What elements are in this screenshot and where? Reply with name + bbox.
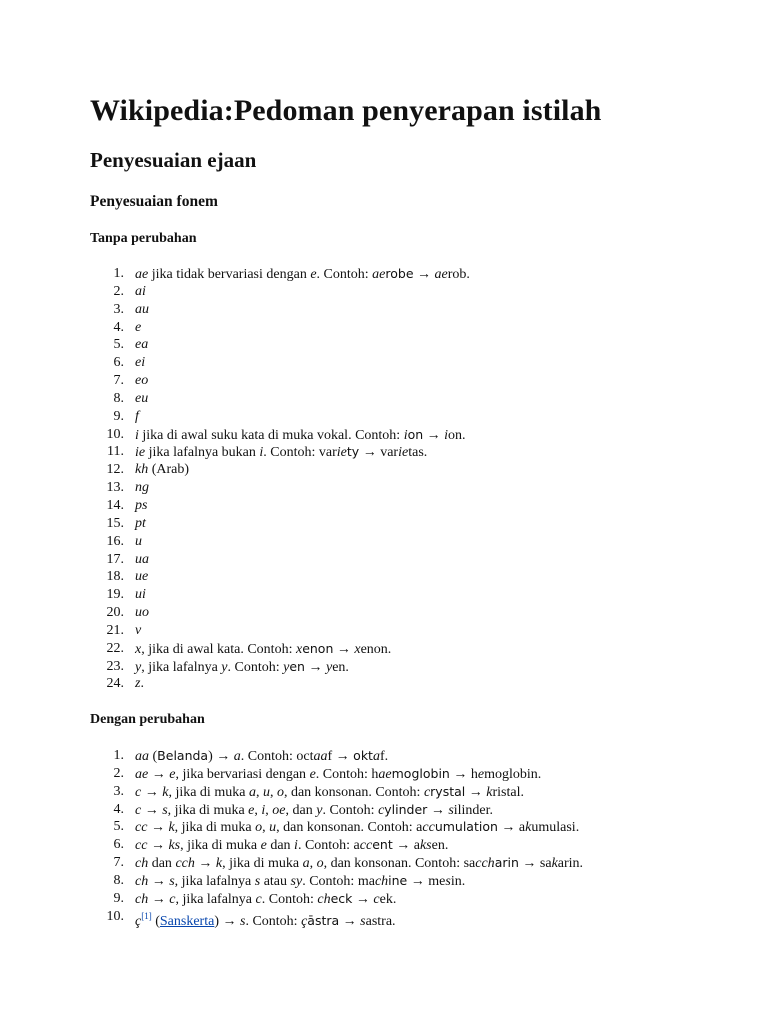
list-item-text: , jika lafalnya <box>175 891 256 907</box>
list-item-text: s <box>360 913 366 929</box>
list-item-text: cch <box>175 856 195 872</box>
list-item-text: dan <box>148 856 176 872</box>
list-item-text: y <box>316 802 323 818</box>
list-item-text: . Contoh: <box>322 802 379 818</box>
list-item-text: ylinder <box>384 801 428 817</box>
list-item-text: astra. <box>365 913 396 929</box>
list-item-text: k <box>551 856 558 872</box>
list-item-text: (Arab) <box>148 462 190 478</box>
list-item <box>90 319 470 337</box>
list-item <box>90 908 583 929</box>
list-item-number: 14. <box>106 497 124 513</box>
list-item-text: k <box>168 820 175 836</box>
list-item-text: . Contoh: ma <box>302 873 375 889</box>
list-item-text: e <box>169 766 176 782</box>
list-item-text: , jika di muka <box>167 802 249 818</box>
list-item-text: → sa <box>518 856 552 872</box>
list-item-text: ue <box>135 569 149 585</box>
list-item-text: f <box>135 408 139 424</box>
list-item-text: in. <box>450 873 466 889</box>
list-item-text: a <box>302 856 310 872</box>
list-item-number: 13. <box>106 480 124 496</box>
list-item-text: x <box>354 641 361 657</box>
list-item-text: okt <box>353 748 373 763</box>
list-item-text: i <box>261 802 266 818</box>
list-item-text: → var <box>359 445 399 461</box>
list-item-number: 19. <box>106 587 124 603</box>
list-item-text: , <box>309 856 317 872</box>
list-item <box>90 658 470 676</box>
list-item <box>90 818 583 836</box>
list-item-text: → <box>413 267 435 282</box>
list-item-text: x <box>135 641 142 657</box>
list-item-text: ie <box>336 445 347 461</box>
list-item-text: ent <box>372 837 393 853</box>
list-item <box>90 390 470 408</box>
list-item-text: . Contoh: oct <box>240 749 314 764</box>
list-item-text: au <box>135 301 149 317</box>
list-item-text: pt <box>135 515 146 531</box>
list-item-text: cch <box>475 856 495 872</box>
list-item-text: s <box>445 873 451 889</box>
list-item-text: . Contoh: var <box>263 445 337 461</box>
list-item <box>90 854 583 872</box>
list-item-text: i <box>259 445 264 461</box>
list-item-text: → <box>141 784 163 800</box>
list-item-text: eu <box>135 390 149 406</box>
list-item-number: 1. <box>113 266 124 281</box>
list-item <box>90 443 470 461</box>
list-item-text: en <box>289 658 305 674</box>
list-item-text: c <box>135 802 142 818</box>
list-item-text: ch <box>135 891 149 907</box>
list-item-text: y <box>325 659 333 675</box>
list-item-number: 9. <box>113 408 124 424</box>
list-item-text: ek. <box>379 891 397 907</box>
list-item-text: arin <box>494 855 519 871</box>
list-item-text: ch <box>317 891 331 907</box>
list-item-number: 5. <box>113 819 124 835</box>
list-item-text: k <box>486 784 493 800</box>
list-item-text: umulation <box>434 819 498 835</box>
list-item-text: e <box>135 319 142 335</box>
list-item-text: → <box>148 766 170 782</box>
list-item-text: ei <box>135 355 146 371</box>
list-item-number: 10. <box>106 908 124 924</box>
list-item-text: ks <box>168 838 181 854</box>
list-item-text: en. <box>431 838 449 854</box>
list-item-text: u <box>269 820 277 836</box>
list-item <box>90 515 470 533</box>
list-item-number: 10. <box>106 426 124 442</box>
list-item-text: , jika di muka <box>168 784 249 800</box>
list-item-text: k <box>162 784 169 800</box>
list-item-text: tas. <box>408 445 428 461</box>
list-item-text: jika lafalnya bukan <box>145 445 260 461</box>
list-item-text: ilinder. <box>453 802 494 818</box>
list-item-text: ks <box>419 838 432 854</box>
list-item-text: y <box>221 659 228 675</box>
list-item-text: → <box>147 838 169 854</box>
list-item-text: , jika bervariasi dengan <box>175 766 310 782</box>
list-item-text: en. <box>332 659 349 675</box>
list-item-number: 23. <box>106 658 124 674</box>
list-item-text: → <box>332 749 354 764</box>
list-item-number: 12. <box>106 462 124 478</box>
list-item-text: c <box>135 784 142 800</box>
list-item-number: 3. <box>113 301 124 317</box>
list-item <box>90 497 470 515</box>
list-item-text: ae <box>135 267 149 282</box>
list-item-text: , dan <box>285 802 317 818</box>
list-item-number: 20. <box>106 605 124 621</box>
list-item <box>90 479 470 497</box>
list-item-text: rob. <box>447 267 470 282</box>
list-item-text: aa <box>135 749 149 764</box>
list-item-text: ie <box>398 445 409 461</box>
list-item-text: āstra <box>307 912 340 928</box>
list-item-number: 8. <box>113 872 124 888</box>
list-item-text: s <box>448 802 454 818</box>
list-item-text: . Contoh: h <box>315 766 379 782</box>
list-item-text: → a <box>392 838 420 854</box>
list-item-text: . Contoh: <box>261 891 318 907</box>
list-item <box>90 622 470 640</box>
list-item-text: s <box>169 873 175 889</box>
list-item <box>90 783 583 801</box>
list-item-text: umulasi. <box>531 820 580 836</box>
list-item-text: e <box>309 766 316 782</box>
list-item-text: → <box>304 659 326 675</box>
list-item-text: → <box>194 856 216 872</box>
list-item-number: 4. <box>113 801 124 817</box>
list-item-number: 2. <box>113 765 124 781</box>
list-item <box>90 283 470 301</box>
list-item-text: f <box>327 749 333 764</box>
list-item-text: , jika di muka <box>180 838 261 854</box>
list-item-number: 7. <box>113 373 124 389</box>
list-item-text: uo <box>135 605 149 621</box>
list-item <box>90 747 583 765</box>
list-item-text: ine <box>388 872 408 888</box>
list-item-text: cc <box>422 820 435 836</box>
list-item-text: s <box>254 873 261 889</box>
list-item-text: i <box>294 838 298 854</box>
list-item-text: aa <box>313 749 328 764</box>
list-item-text: dan <box>266 838 295 854</box>
list-item-text: → a <box>497 820 526 836</box>
list-item-text: enon. <box>360 641 392 657</box>
list-item-text: on. <box>448 427 466 443</box>
list-item-text: ua <box>135 551 149 567</box>
list-item <box>90 640 470 658</box>
list-item <box>90 408 470 426</box>
list-item-text: e <box>260 838 267 854</box>
list-item-number: 2. <box>113 283 124 299</box>
list-item-text: ui <box>135 587 146 603</box>
list-item-text: ae <box>372 267 386 282</box>
list-item-text: c <box>423 784 431 800</box>
list-item-text: z <box>135 676 141 692</box>
list-item-text: a <box>248 784 256 800</box>
list-item-text: u <box>135 533 142 549</box>
list-item-number: 6. <box>113 355 124 371</box>
list-item-text: e <box>310 267 317 282</box>
list-item-text: , jika di muka <box>222 856 303 872</box>
list-item-text: ( <box>151 913 160 929</box>
list-item <box>90 426 470 444</box>
list-item-number: 5. <box>113 337 124 353</box>
list-item-text: ty <box>346 444 360 460</box>
list-item-text: jika tidak bervariasi dengan <box>148 267 311 282</box>
list-item-text: k <box>215 856 223 872</box>
list-item-number: 18. <box>106 569 124 585</box>
list-item <box>90 301 470 319</box>
list-item-text: , jika lafalnya <box>174 873 255 889</box>
list-item-text: , jika di muka <box>174 820 256 836</box>
list-item-text: → <box>465 784 487 800</box>
list-item-text: ( <box>149 749 158 764</box>
list-item-text: , <box>269 784 277 800</box>
list-item-text: c <box>169 891 176 907</box>
list-heading-unchanged: Tanpa perubahan <box>90 231 197 246</box>
list-item-text: oe <box>272 802 286 818</box>
list-item-text: → <box>141 802 163 818</box>
list-item-text: ae <box>135 766 149 782</box>
list-item-text: , jika lafalnya <box>141 659 222 675</box>
list-item-text: , dan konsonan. Contoh: sa <box>323 856 476 872</box>
list-item <box>90 533 470 551</box>
list-item-text: cc <box>359 838 373 854</box>
list-item-text: → h <box>449 766 478 782</box>
list-item-text: → <box>333 641 355 657</box>
list-item-text: i <box>135 427 139 443</box>
list-item-text: v <box>135 622 142 638</box>
list-item-number: 24. <box>106 676 124 692</box>
ordered-list-changed <box>90 747 584 929</box>
list-item-text: e <box>248 802 255 818</box>
list-item-text: → <box>147 820 169 836</box>
list-item-text: moglobin. <box>484 766 542 782</box>
list-item-text: arin. <box>557 856 584 872</box>
ordered-list-unchanged <box>90 265 470 693</box>
list-item-text: s <box>162 802 168 818</box>
list-item-text: . Contoh: <box>316 267 373 282</box>
list-item <box>90 604 470 622</box>
list-item-text: y <box>135 659 142 675</box>
list-item-text: cc <box>135 820 148 836</box>
list-item-text: cc <box>135 838 148 854</box>
list-item-text: , <box>254 802 262 818</box>
subsection-heading: Penyesuaian fonem <box>90 193 218 210</box>
list-item-text: jika di awal suku kata di muka vokal. Contoh: <box>138 427 404 443</box>
list-item-number: 9. <box>113 890 124 906</box>
list-item <box>90 265 470 283</box>
list-item-text: o <box>255 820 263 836</box>
list-item-text: → <box>352 891 374 907</box>
list-item-text: . <box>140 676 144 692</box>
list-item-text: , dan konsonan. Contoh: a <box>276 820 423 836</box>
list-item-text: s <box>240 913 246 929</box>
list-item-text: a <box>233 749 241 764</box>
list-item-number: 4. <box>113 319 124 335</box>
list-item-number: 1. <box>113 748 124 763</box>
list-item <box>90 568 470 586</box>
list-item-text: , dan konsonan. Contoh: <box>283 784 424 800</box>
list-item-text: ng <box>135 480 149 496</box>
list-item-text: ps <box>135 497 148 513</box>
list-item-text: moglobin <box>391 765 450 781</box>
page-title: Wikipedia:Pedoman penyerapan istilah <box>90 94 602 127</box>
list-item-number: 8. <box>113 390 124 406</box>
list-item-text: a <box>372 749 380 764</box>
list-item-text: ç <box>135 913 142 929</box>
list-item-text: → <box>148 873 170 889</box>
list-item-text: eck <box>330 890 353 906</box>
list-item-number: 17. <box>106 551 124 567</box>
list-item-number: 16. <box>106 533 124 549</box>
list-item <box>90 836 583 854</box>
list-item-number: 3. <box>113 783 124 799</box>
list-item-text: i <box>444 427 449 443</box>
list-item <box>90 586 470 604</box>
list-item-number: 11. <box>107 444 124 460</box>
list-item <box>90 765 583 783</box>
list-item-text: x <box>295 641 303 657</box>
list-item-text: eo <box>135 373 149 389</box>
list-item-text: , <box>255 784 263 800</box>
list-item-text: ch <box>135 856 149 872</box>
list-item-text: → <box>427 802 449 818</box>
list-item-text: Belanda <box>157 748 209 763</box>
list-item <box>90 354 470 372</box>
list-item-text: kh <box>135 462 149 478</box>
list-item-number: 22. <box>106 640 124 656</box>
list-item <box>90 801 583 819</box>
list-item-number: 6. <box>113 837 124 853</box>
list-item-text: ristal. <box>492 784 524 800</box>
section-heading: Penyesuaian ejaan <box>90 148 257 172</box>
list-item-text: ç <box>301 913 308 929</box>
list-item-text: i <box>403 427 408 443</box>
list-item-text: c <box>255 891 262 907</box>
list-item-text: ae <box>434 267 448 282</box>
list-item-text: , jika di awal kata. Contoh: <box>141 641 296 657</box>
list-item-text: . Contoh: <box>227 659 284 675</box>
list-item <box>90 675 470 693</box>
list-item-text: → <box>148 891 170 907</box>
list-item-text: ie <box>135 445 146 461</box>
list-item-text: , <box>265 802 273 818</box>
list-item-text: rystal <box>430 783 466 799</box>
list-item-text: robe <box>385 266 414 281</box>
list-item-text: . Contoh: a <box>297 838 360 854</box>
list-item-text: ) → <box>214 913 240 929</box>
list-item-text: ) → <box>208 749 234 764</box>
list-item-text: c <box>378 802 385 818</box>
list-item-number: 7. <box>113 855 124 871</box>
list-item <box>90 461 470 479</box>
footnote-reference-link[interactable]: [1] <box>141 910 152 921</box>
list-item-text: y <box>283 659 290 675</box>
list-item-text: ea <box>135 337 149 353</box>
list-item <box>90 890 583 908</box>
list-item-number: 15. <box>106 515 124 531</box>
list-item-text: c <box>373 891 380 907</box>
list-item-text: → me <box>407 873 446 889</box>
list-item-text: → <box>423 427 445 443</box>
list-item <box>90 872 583 890</box>
list-item-text: → <box>339 913 361 929</box>
list-item-number: 21. <box>106 622 124 638</box>
list-item-text: on <box>407 426 424 442</box>
list-item <box>90 372 470 390</box>
list-item-text: sy <box>290 873 303 889</box>
list-heading-changed: Dengan perubahan <box>90 712 205 727</box>
list-item-text: k <box>525 820 532 836</box>
list-item-text: atau <box>260 873 291 889</box>
list-item-text: o <box>316 856 324 872</box>
list-item-text: ch <box>135 873 149 889</box>
list-item-text: ai <box>135 283 146 299</box>
list-item <box>90 551 470 569</box>
list-item <box>90 336 470 354</box>
list-item-text: ae <box>378 766 392 782</box>
list-item-text: u <box>262 784 270 800</box>
list-item-text: ch <box>374 873 389 889</box>
list-item-text: e <box>477 766 485 782</box>
list-item-text: , <box>262 820 270 836</box>
list-item-text: f. <box>379 749 389 764</box>
sanskerta-link[interactable]: Sanskerta <box>159 913 215 929</box>
list-item-text: enon <box>302 640 334 656</box>
list-item-text: . Contoh: <box>245 913 302 929</box>
list-item-text: o <box>276 784 284 800</box>
